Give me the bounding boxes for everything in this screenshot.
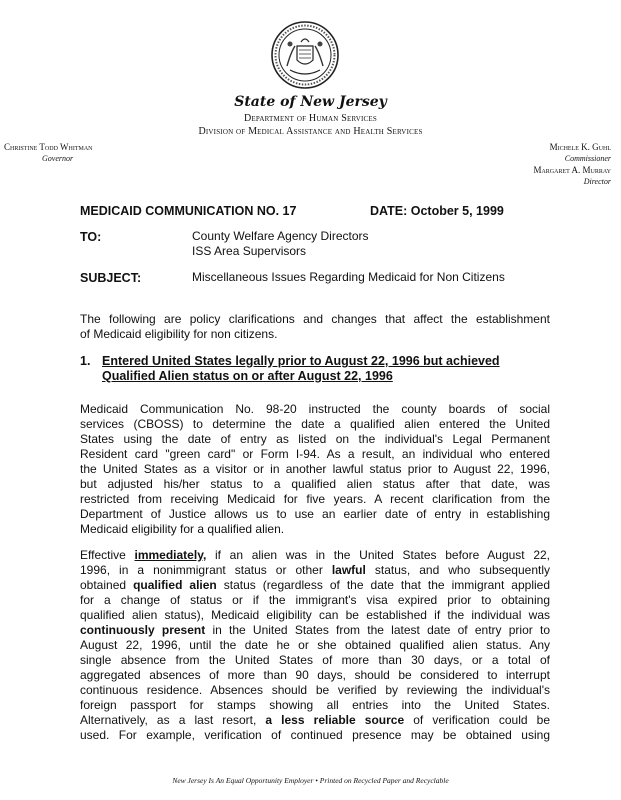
intro-paragraph xyxy=(80,312,550,342)
paragraph-line: Department of Justice allows us to use an earlier date of entry in establishing xyxy=(80,507,550,521)
paragraph-line: services (CBOSS) to determine the date a qualified alien entered the United xyxy=(80,417,550,431)
paragraph-line: August 22, 1996, until the date he or she obtained qualified alien status. Any xyxy=(80,638,550,652)
section-number: 1. xyxy=(80,354,91,368)
paragraph-line: continuously present in the United States from the latest date of entry prior to xyxy=(80,623,550,637)
paragraph-2 xyxy=(80,548,550,743)
to-line-2: ISS Area Supervisors xyxy=(192,244,307,258)
intro-line: of Medicaid eligibility for non citizens. xyxy=(80,327,278,341)
governor-block xyxy=(4,142,93,164)
date-label: DATE: xyxy=(370,204,408,218)
paragraph-line: used. For example, verification of continued presence may be obtained using xyxy=(80,728,550,742)
paragraph-line: Medicaid Communication No. 98-20 instructed the county boards of social xyxy=(80,402,550,416)
department-block xyxy=(0,112,621,138)
footer-note: New Jersey Is An Equal Opportunity Employer • Printed on Recycled Paper and Recyclable xyxy=(172,776,449,785)
emphasis-less-reliable-source: a less reliable source xyxy=(265,713,405,727)
director-name: Margaret A. Murray xyxy=(533,165,611,175)
subject-value: Miscellaneous Issues Regarding Medicaid for Non Citizens xyxy=(192,270,505,284)
paragraph-line: but adjusted his/her status to a qualified alien status after that date, was xyxy=(80,477,550,491)
subject-label: SUBJECT: xyxy=(80,271,142,285)
governor-title: Governor xyxy=(42,154,74,163)
paragraph-line: foreign passport for stamps showing all entries into the United States. xyxy=(80,698,550,712)
paragraph-line: aggregated absences of more than 90 days, should be considered to interrupt xyxy=(80,668,550,682)
paragraph-line: continuous residence. Absences should be verified by reviewing the individual's xyxy=(80,683,550,697)
commissioner-name: Michele K. Guhl xyxy=(549,142,611,152)
state-name: State of New Jersey xyxy=(234,94,387,110)
paragraph-line: States using the date of entry as listed on the individual's Legal Permanent xyxy=(80,432,550,446)
director-title: Director xyxy=(583,177,611,186)
commissioner-title: Commissioner xyxy=(564,154,611,163)
division-name: Division of Medical Assistance and Health Services xyxy=(198,126,423,137)
paragraph-line: the United States as a visitor or in another lawful status prior to August 22, 1996, xyxy=(80,462,550,476)
paragraph-line: for a change of status or if the immigrant's visa expired prior to obtaining xyxy=(80,593,550,607)
paragraph-line: Effective immediately, if an alien was in the United States before August 22, xyxy=(80,548,550,562)
section-1-heading xyxy=(80,354,550,384)
section-title-line: Qualified Alien status on or after August 22, 1996 xyxy=(102,369,393,383)
paragraph-1 xyxy=(80,402,550,537)
officials-block xyxy=(533,142,611,187)
memo-date xyxy=(370,204,504,218)
emphasis-lawful: lawful xyxy=(331,563,366,577)
paragraph-line: Resident card "green card" or Form I-94. As a result, an individual who entered xyxy=(80,447,550,461)
paragraph-line: qualified alien status), Medicaid eligibility can be established if the individual was xyxy=(80,608,550,622)
emphasis-qualified-alien: qualified alien xyxy=(133,578,217,592)
department-name: Department of Human Services xyxy=(244,113,377,124)
date-value: October 5, 1999 xyxy=(410,204,504,218)
paragraph-line: restricted from receiving Medicaid for five years. A recent clarification from the xyxy=(80,492,550,506)
paragraph-line: obtained qualified alien status (regardless of the date that the immigrant applied xyxy=(80,578,551,592)
intro-line: The following are policy clarifications and changes that affect the establishment xyxy=(80,312,550,326)
paragraph-line: Medicaid eligibility for a qualified alien. xyxy=(80,522,285,536)
paragraph-line: Alternatively, as a last resort, a less reliable source of verification could be xyxy=(80,713,550,727)
paragraph-line: 1996, in a nonimmigrant status or other lawful status, and who subsequently xyxy=(80,563,550,577)
emphasis-continuously-present: continuously present xyxy=(80,623,206,637)
emphasis-immediately: immediately, xyxy=(134,548,207,562)
section-title-line: Entered United States legally prior to August 22, 1996 but achieved xyxy=(102,354,500,368)
memo-title: MEDICAID COMMUNICATION NO. 17 xyxy=(80,204,297,218)
paragraph-line: single absence from the United States of more than 30 days, or a total of xyxy=(80,653,550,667)
to-label: TO: xyxy=(80,230,102,244)
to-line-1: County Welfare Agency Directors xyxy=(192,229,369,243)
state-seal-icon xyxy=(270,20,340,90)
governor-name: Christine Todd Whitman xyxy=(4,142,93,152)
